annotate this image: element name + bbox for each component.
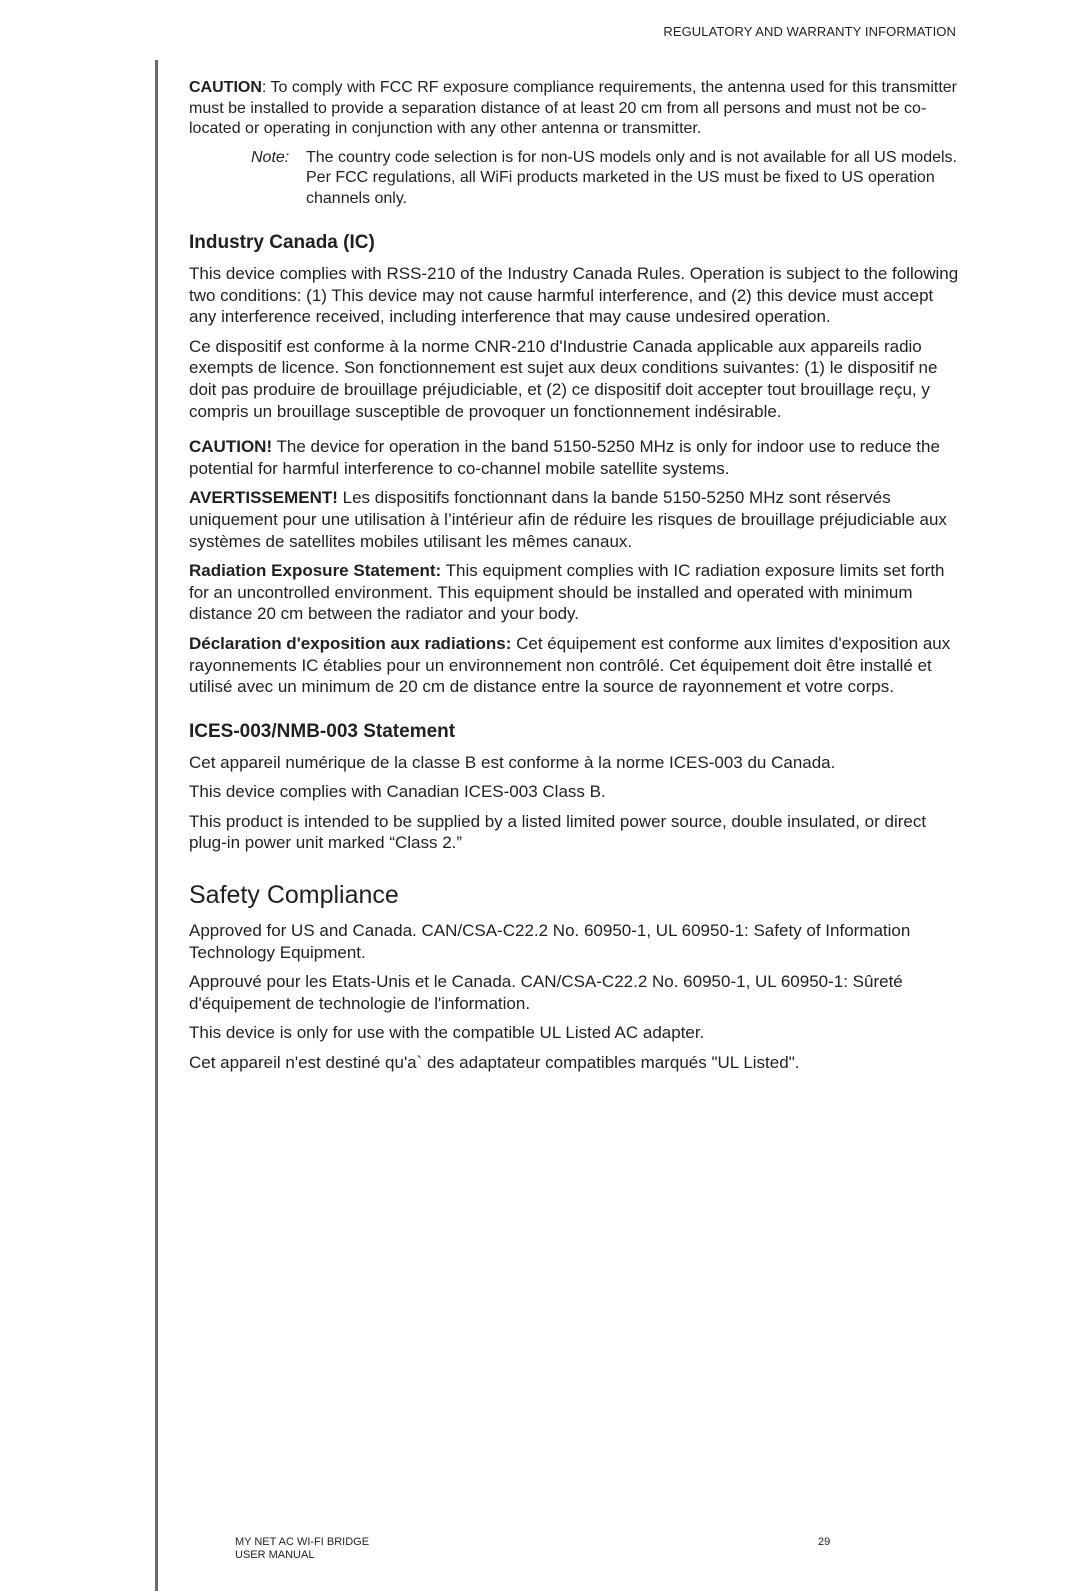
page-content [189, 78, 959, 1074]
ic-caution-paragraph [189, 436, 959, 479]
section-heading-safety-compliance: Safety Compliance [189, 881, 399, 910]
power-source-paragraph: This product is intended to be supplied by a listed limited power source, double insulated, or direct plug-in power unit marked “Class 2.” [189, 811, 927, 853]
margin-rule [155, 60, 158, 1591]
safety-paragraph-english: Approved for US and Canada. CAN/CSA-C22.2 No. 60950-1, UL 60950-1: Safety of Information Technology Equipment. [189, 921, 911, 962]
caution-text: : To comply with FCC RF exposure compliance requirements, the antenna used for this transmitter must be installed to provide a separation distance of at least 20 cm from all persons and must not be co-located or operating in conjunction with any other antenna or transmitter. [189, 79, 958, 137]
ices-paragraph-english: This device complies with Canadian ICES-003 Class B. [189, 782, 606, 802]
radiation-exposure-paragraph [189, 560, 959, 625]
ic-paragraph-english: This device complies with RSS-210 of the Industry Canada Rules. Operation is subject to the following two conditions: (1) This device may not cause harmful interference, and (2) this device must accept any interference received, including interference that may cause undesired operation. [189, 264, 959, 327]
avertissement-label: AVERTISSEMENT! [189, 488, 338, 508]
ices-paragraph-french: Cet appareil numérique de la classe B est conforme à la norme ICES-003 du Canada. [189, 752, 836, 772]
running-header: REGULATORY AND WARRANTY INFORMATION [663, 24, 956, 39]
ic-paragraph-french: Ce dispositif est conforme à la norme CNR-210 d'Industrie Canada applicable aux appareils radio exempts de licence. Son fonctionnement est sujet aux deux conditions suivantes: (1) le dispositif ne doit pas produire de brouillage préjudiciable, et (2) ce dispositif doit accepter tout brouillage reçu, y compris un brouillage susceptible de provoquer un fonctionnement indésirable. [189, 336, 938, 421]
avertissement-text: Les dispositifs fonctionnant dans la bande 5150-5250 MHz sont réservés uniquement pour une utilisation à l’intérieur afin de réduire les risques de brouillage préjudiciable aux systèmes de satellites mobiles utilisant les mêmes canaux. [189, 488, 947, 551]
radiation-exposure-label: Radiation Exposure Statement: [189, 561, 442, 581]
footer-product [235, 1536, 369, 1562]
radiation-exposure-text: This equipment complies with IC radiation exposure limits set forth for an uncontrolled environment. This equipment should be installed and operated with minimum distance 20 cm between the radiator and your body. [189, 561, 945, 624]
declaration-label: Déclaration d'exposition aux radiations: [189, 633, 512, 653]
page-number: 29 [818, 1536, 831, 1548]
note-block [251, 148, 959, 210]
section-heading-industry-canada: Industry Canada (IC) [189, 232, 375, 253]
fcc-caution-paragraph [189, 78, 959, 140]
ic-caution-text: The device for operation in the band 5150-5250 MHz is only for indoor use to reduce the potential for harmful interference to co-channel mobile satellite systems. [189, 437, 940, 478]
caution-label: CAUTION [189, 79, 262, 96]
declaration-paragraph [189, 633, 959, 698]
footer-product-name: MY NET AC WI-FI BRIDGE [235, 1536, 370, 1548]
note-text: The country code selection is for non-US models only and is not available for all US models. Per FCC regulations, all WiFi products marketed in the US must be fixed to US operation channels only. [306, 148, 957, 207]
safety-paragraph-french: Approuvé pour les Etats-Unis et le Canada. CAN/CSA-C22.2 No. 60950-1, UL 60950-1: Sûreté d'équipement de technologie de l'information. [189, 972, 903, 1013]
adapter-paragraph-english: This device is only for use with the compatible UL Listed AC adapter. [189, 1023, 705, 1043]
section-heading-ices: ICES-003/NMB-003 Statement [189, 720, 456, 742]
ic-caution-label: CAUTION! [189, 437, 273, 457]
adapter-paragraph-french: Cet appareil n'est destiné qu'a` des adaptateur compatibles marqués "UL Listed". [189, 1053, 800, 1073]
note-label: Note: [251, 148, 290, 166]
avertissement-paragraph [189, 487, 959, 552]
footer-manual-label: USER MANUAL [235, 1549, 315, 1561]
declaration-text: Cet équipement est conforme aux limites d'exposition aux rayonnements IC établies pour un environnement non contrôlé. Cet équipement doit être installé et utilisé avec un minimum de 20 cm de distance entre la source de rayonnement et votre corps. [189, 633, 951, 697]
